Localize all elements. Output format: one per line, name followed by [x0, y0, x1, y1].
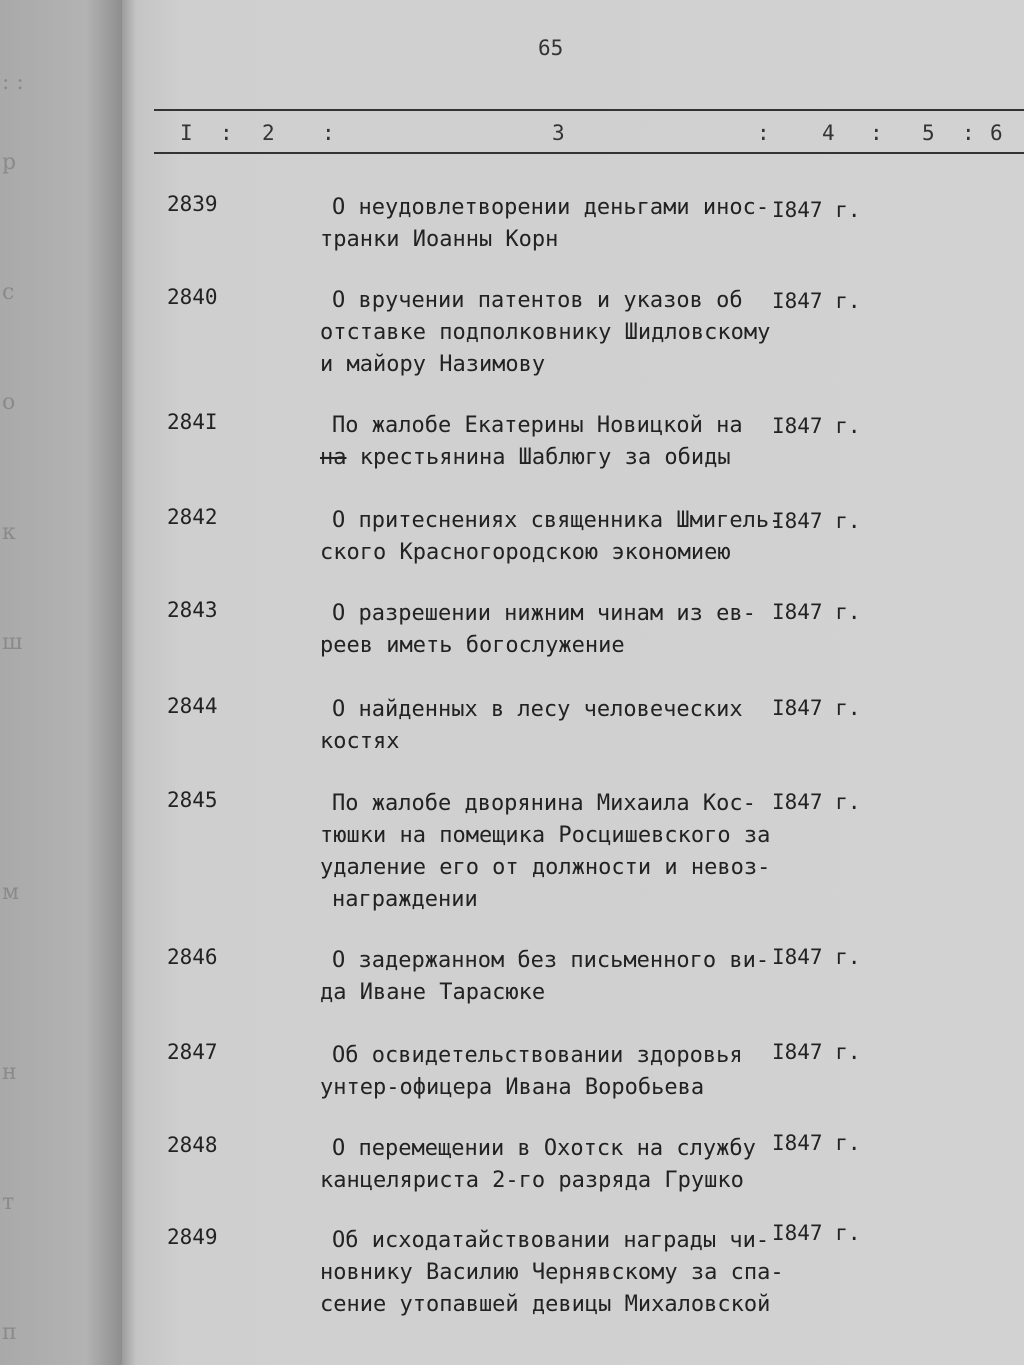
entry-description	[320, 598, 780, 662]
entry-description	[320, 1225, 784, 1321]
description-line: и майору Назимову	[320, 352, 546, 377]
entry-year: I847 г.	[772, 198, 861, 222]
column-header: 6	[990, 121, 1003, 145]
description-line: О разрешении нижним чинам из ев-	[332, 601, 756, 626]
ghost-text: с	[2, 280, 15, 305]
description-line: О задержанном без письменного ви-	[332, 948, 770, 973]
entry-year: I847 г.	[772, 1131, 861, 1155]
entry-description	[320, 1040, 780, 1104]
description-line: По жалобе Екатерины Новицкой на	[332, 413, 743, 438]
entry-number: 2844	[167, 694, 218, 718]
entry-year: I847 г.	[772, 696, 861, 720]
column-header: 5	[922, 121, 935, 145]
entry-year: I847 г.	[772, 790, 861, 814]
column-separator: :	[757, 121, 770, 145]
entry-year: I847 г.	[772, 509, 861, 533]
entry-description	[320, 285, 780, 381]
description-line: новнику Василию Чернявскому за спа-	[320, 1260, 784, 1285]
ghost-text: н	[2, 1060, 17, 1085]
ghost-text: к	[2, 520, 16, 545]
entry-number: 2847	[167, 1040, 218, 1064]
description-line: реев иметь богослужение	[320, 633, 625, 658]
ghost-text: : :	[2, 70, 24, 95]
entry-number: 2849	[167, 1225, 218, 1249]
ghost-text: п	[2, 1320, 17, 1345]
entry-description	[320, 1133, 780, 1197]
entry-number: 2846	[167, 945, 218, 969]
description-line	[320, 442, 780, 474]
description-line: О притеснениях священника Шмигель-	[332, 508, 783, 533]
header-rule-bottom	[154, 152, 1024, 154]
column-header: 4	[822, 121, 835, 145]
description-line: сение утопавшей девицы Михаловской	[320, 1292, 771, 1317]
column-header: I	[180, 121, 193, 145]
description-line: О найденных в лесу человеческих	[332, 697, 743, 722]
entry-number: 2840	[167, 285, 218, 309]
entry-description	[320, 505, 783, 569]
entry-year: I847 г.	[772, 414, 861, 438]
column-separator: :	[322, 121, 335, 145]
description-line: транки Иоанны Корн	[320, 227, 559, 252]
entry-number: 284I	[167, 410, 218, 434]
struck-word: на	[320, 445, 347, 470]
description-line-rest: крестьянина Шаблюгу за обиды	[346, 445, 731, 470]
header-rule-top	[154, 109, 1024, 111]
description-line: ского Красногородскою экономиею	[320, 540, 731, 565]
entry-description	[320, 410, 780, 474]
entry-year: I847 г.	[772, 1221, 861, 1245]
entry-year: I847 г.	[772, 289, 861, 313]
entry-number: 2845	[167, 788, 218, 812]
column-separator: :	[870, 121, 883, 145]
description-line: О перемещении в Охотск на службу	[332, 1136, 756, 1161]
description-line: Об освидетельствовании здоровья	[332, 1043, 743, 1068]
ghost-text: о	[2, 390, 16, 415]
ghost-text: т	[2, 1190, 15, 1215]
description-line: награждении	[332, 887, 478, 912]
description-line: О вручении патентов и указов об	[332, 288, 743, 313]
description-line: О неудовлетворении деньгами инос-	[332, 195, 770, 220]
entry-year: I847 г.	[772, 1040, 861, 1064]
entry-description	[320, 192, 780, 256]
description-line: удаление его от должности и невоз-	[320, 855, 771, 880]
column-separator: :	[962, 121, 975, 145]
description-line: тюшки на помещика Росцишевского за	[320, 823, 771, 848]
entry-number: 2843	[167, 598, 218, 622]
description-line: По жалобе дворянина Михаила Кос-	[332, 791, 756, 816]
facing-page-edge	[0, 0, 122, 1365]
entry-number: 2842	[167, 505, 218, 529]
description-line: отставке подполковнику Шидловскому	[320, 320, 771, 345]
entry-year: I847 г.	[772, 945, 861, 969]
ghost-text: р	[2, 150, 17, 175]
column-header: 2	[262, 121, 275, 145]
entry-description	[320, 788, 780, 916]
column-separator: :	[220, 121, 233, 145]
description-line: Об исходатайствовании награды чи-	[332, 1228, 770, 1253]
description-line: костях	[320, 729, 400, 754]
description-line: да Иване Тарасюке	[320, 980, 546, 1005]
ghost-text: м	[2, 880, 20, 905]
entry-description	[320, 694, 780, 758]
ghost-text: ш	[2, 630, 23, 655]
column-header: 3	[552, 121, 565, 145]
page-number: 65	[538, 36, 564, 60]
entry-year: I847 г.	[772, 600, 861, 624]
entry-description	[320, 945, 780, 1009]
entry-number: 2839	[167, 192, 218, 216]
description-line: канцеляриста 2-го разряда Грушко	[320, 1168, 744, 1193]
description-line: унтер-офицера Ивана Воробьева	[320, 1075, 705, 1100]
document-page	[122, 0, 1024, 1365]
entry-number: 2848	[167, 1133, 218, 1157]
